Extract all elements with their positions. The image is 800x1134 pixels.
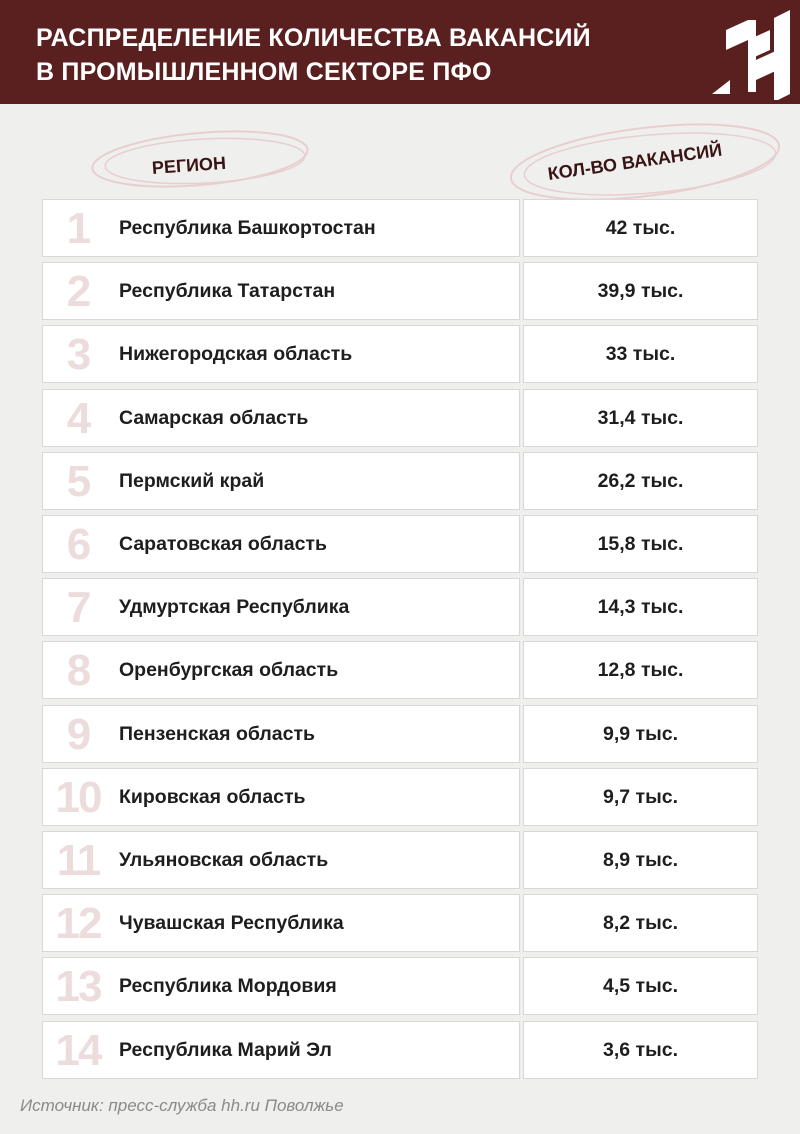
- rank-number: 6: [66, 520, 90, 569]
- region-name: Чувашская Республика: [119, 912, 344, 935]
- table-row: [42, 641, 758, 699]
- table-row: [42, 705, 758, 763]
- rank-number: 3: [66, 330, 90, 380]
- region-name: Ульяновская область: [119, 849, 329, 871]
- header-bar: [0, 0, 800, 104]
- vacancy-count: 14,3 тыс.: [597, 596, 684, 619]
- region-name: Удмуртская Республика: [119, 596, 350, 619]
- region-cell: [42, 325, 520, 383]
- value-cell: [523, 831, 758, 889]
- table-row: [42, 452, 758, 510]
- rank-number: 14: [55, 1025, 101, 1075]
- vacancy-count: 31,4 тыс.: [597, 406, 684, 429]
- region-cell: [42, 831, 520, 889]
- value-cell: [523, 705, 758, 763]
- vacancy-count: 9,9 тыс.: [603, 722, 678, 745]
- value-cell: [523, 452, 758, 510]
- region-cell: [42, 1021, 520, 1079]
- region-name: Оренбургская область: [119, 659, 339, 682]
- vacancy-count: 39,9 тыс.: [597, 280, 684, 303]
- region-name: Пермский край: [119, 469, 265, 492]
- vacancy-count: 12,8 тыс.: [597, 659, 684, 682]
- vacancy-count: 9,7 тыс.: [603, 785, 678, 808]
- table-row: [42, 894, 758, 952]
- table-row: [42, 1021, 758, 1079]
- page-title-line-2: В ПРОМЫШЛЕННОМ СЕКТОРЕ ПФО: [36, 58, 492, 86]
- rank-number: 2: [66, 267, 90, 317]
- vacancy-count: 26,2 тыс.: [597, 469, 684, 492]
- region-name: Республика Татарстан: [119, 280, 336, 303]
- value-cell: [523, 199, 758, 257]
- rank-number: 8: [66, 646, 90, 696]
- page-title-line-1: РАСПРЕДЕЛЕНИЕ КОЛИЧЕСТВА ВАКАНСИЙ: [36, 24, 591, 52]
- rank-number: 10: [55, 772, 101, 822]
- region-name: Нижегородская область: [119, 343, 353, 366]
- table-row: [42, 957, 758, 1015]
- region-cell: [42, 262, 520, 320]
- table-row: [42, 389, 758, 447]
- value-cell: [523, 262, 758, 320]
- region-cell: [42, 894, 520, 952]
- region-name: Пензенская область: [119, 722, 316, 745]
- value-cell: [523, 1021, 758, 1079]
- source-note: Источник: пресс-служба hh.ru Поволжье: [20, 1096, 344, 1115]
- table-row: [42, 831, 758, 889]
- region-cell: [42, 957, 520, 1015]
- rank-number: 11: [56, 836, 100, 885]
- value-cell: [523, 515, 758, 573]
- value-cell: [523, 768, 758, 826]
- rank-number: 9: [66, 709, 90, 759]
- value-cell: [523, 957, 758, 1015]
- region-cell: [42, 515, 520, 573]
- region-cell: [42, 705, 520, 763]
- value-cell: [523, 389, 758, 447]
- region-name: Самарская область: [119, 406, 309, 429]
- region-name: Республика Марий Эл: [119, 1038, 332, 1061]
- value-cell: [523, 641, 758, 699]
- region-cell: [42, 768, 520, 826]
- vacancy-count: 42 тыс.: [605, 217, 676, 239]
- table-row: [42, 262, 758, 320]
- rank-number: 13: [55, 962, 101, 1012]
- table-row: [42, 199, 758, 257]
- rank-number: 1: [66, 204, 90, 253]
- region-name: Саратовская область: [119, 533, 327, 555]
- rank-number: 4: [66, 393, 90, 443]
- region-cell: [42, 578, 520, 636]
- column-header-region: РЕГИОН: [151, 152, 227, 178]
- region-cell: [42, 199, 520, 257]
- vacancy-count: 8,2 тыс.: [603, 912, 678, 935]
- value-cell: [523, 578, 758, 636]
- table-row: [42, 325, 758, 383]
- region-name: Республика Мордовия: [119, 975, 337, 998]
- table-row: [42, 515, 758, 573]
- value-cell: [523, 325, 758, 383]
- rank-number: 12: [55, 899, 101, 949]
- vacancy-count: 8,9 тыс.: [603, 849, 678, 871]
- table-row: [42, 578, 758, 636]
- value-cell: [523, 894, 758, 952]
- vacancy-count: 3,6 тыс.: [603, 1038, 678, 1061]
- vacancy-count: 33 тыс.: [605, 343, 676, 366]
- region-name: Республика Башкортостан: [119, 217, 376, 239]
- region-cell: [42, 389, 520, 447]
- vacancy-count: 15,8 тыс.: [597, 533, 684, 555]
- region-cell: [42, 641, 520, 699]
- column-header-vacancies: КОЛ-ВО ВАКАНСИЙ: [546, 139, 724, 184]
- vacancy-count: 4,5 тыс.: [603, 975, 678, 998]
- rank-number: 7: [66, 583, 90, 633]
- rank-number: 5: [66, 456, 90, 506]
- region-cell: [42, 452, 520, 510]
- logo-icon: [712, 10, 792, 100]
- table-row: [42, 768, 758, 826]
- region-name: Кировская область: [119, 785, 306, 808]
